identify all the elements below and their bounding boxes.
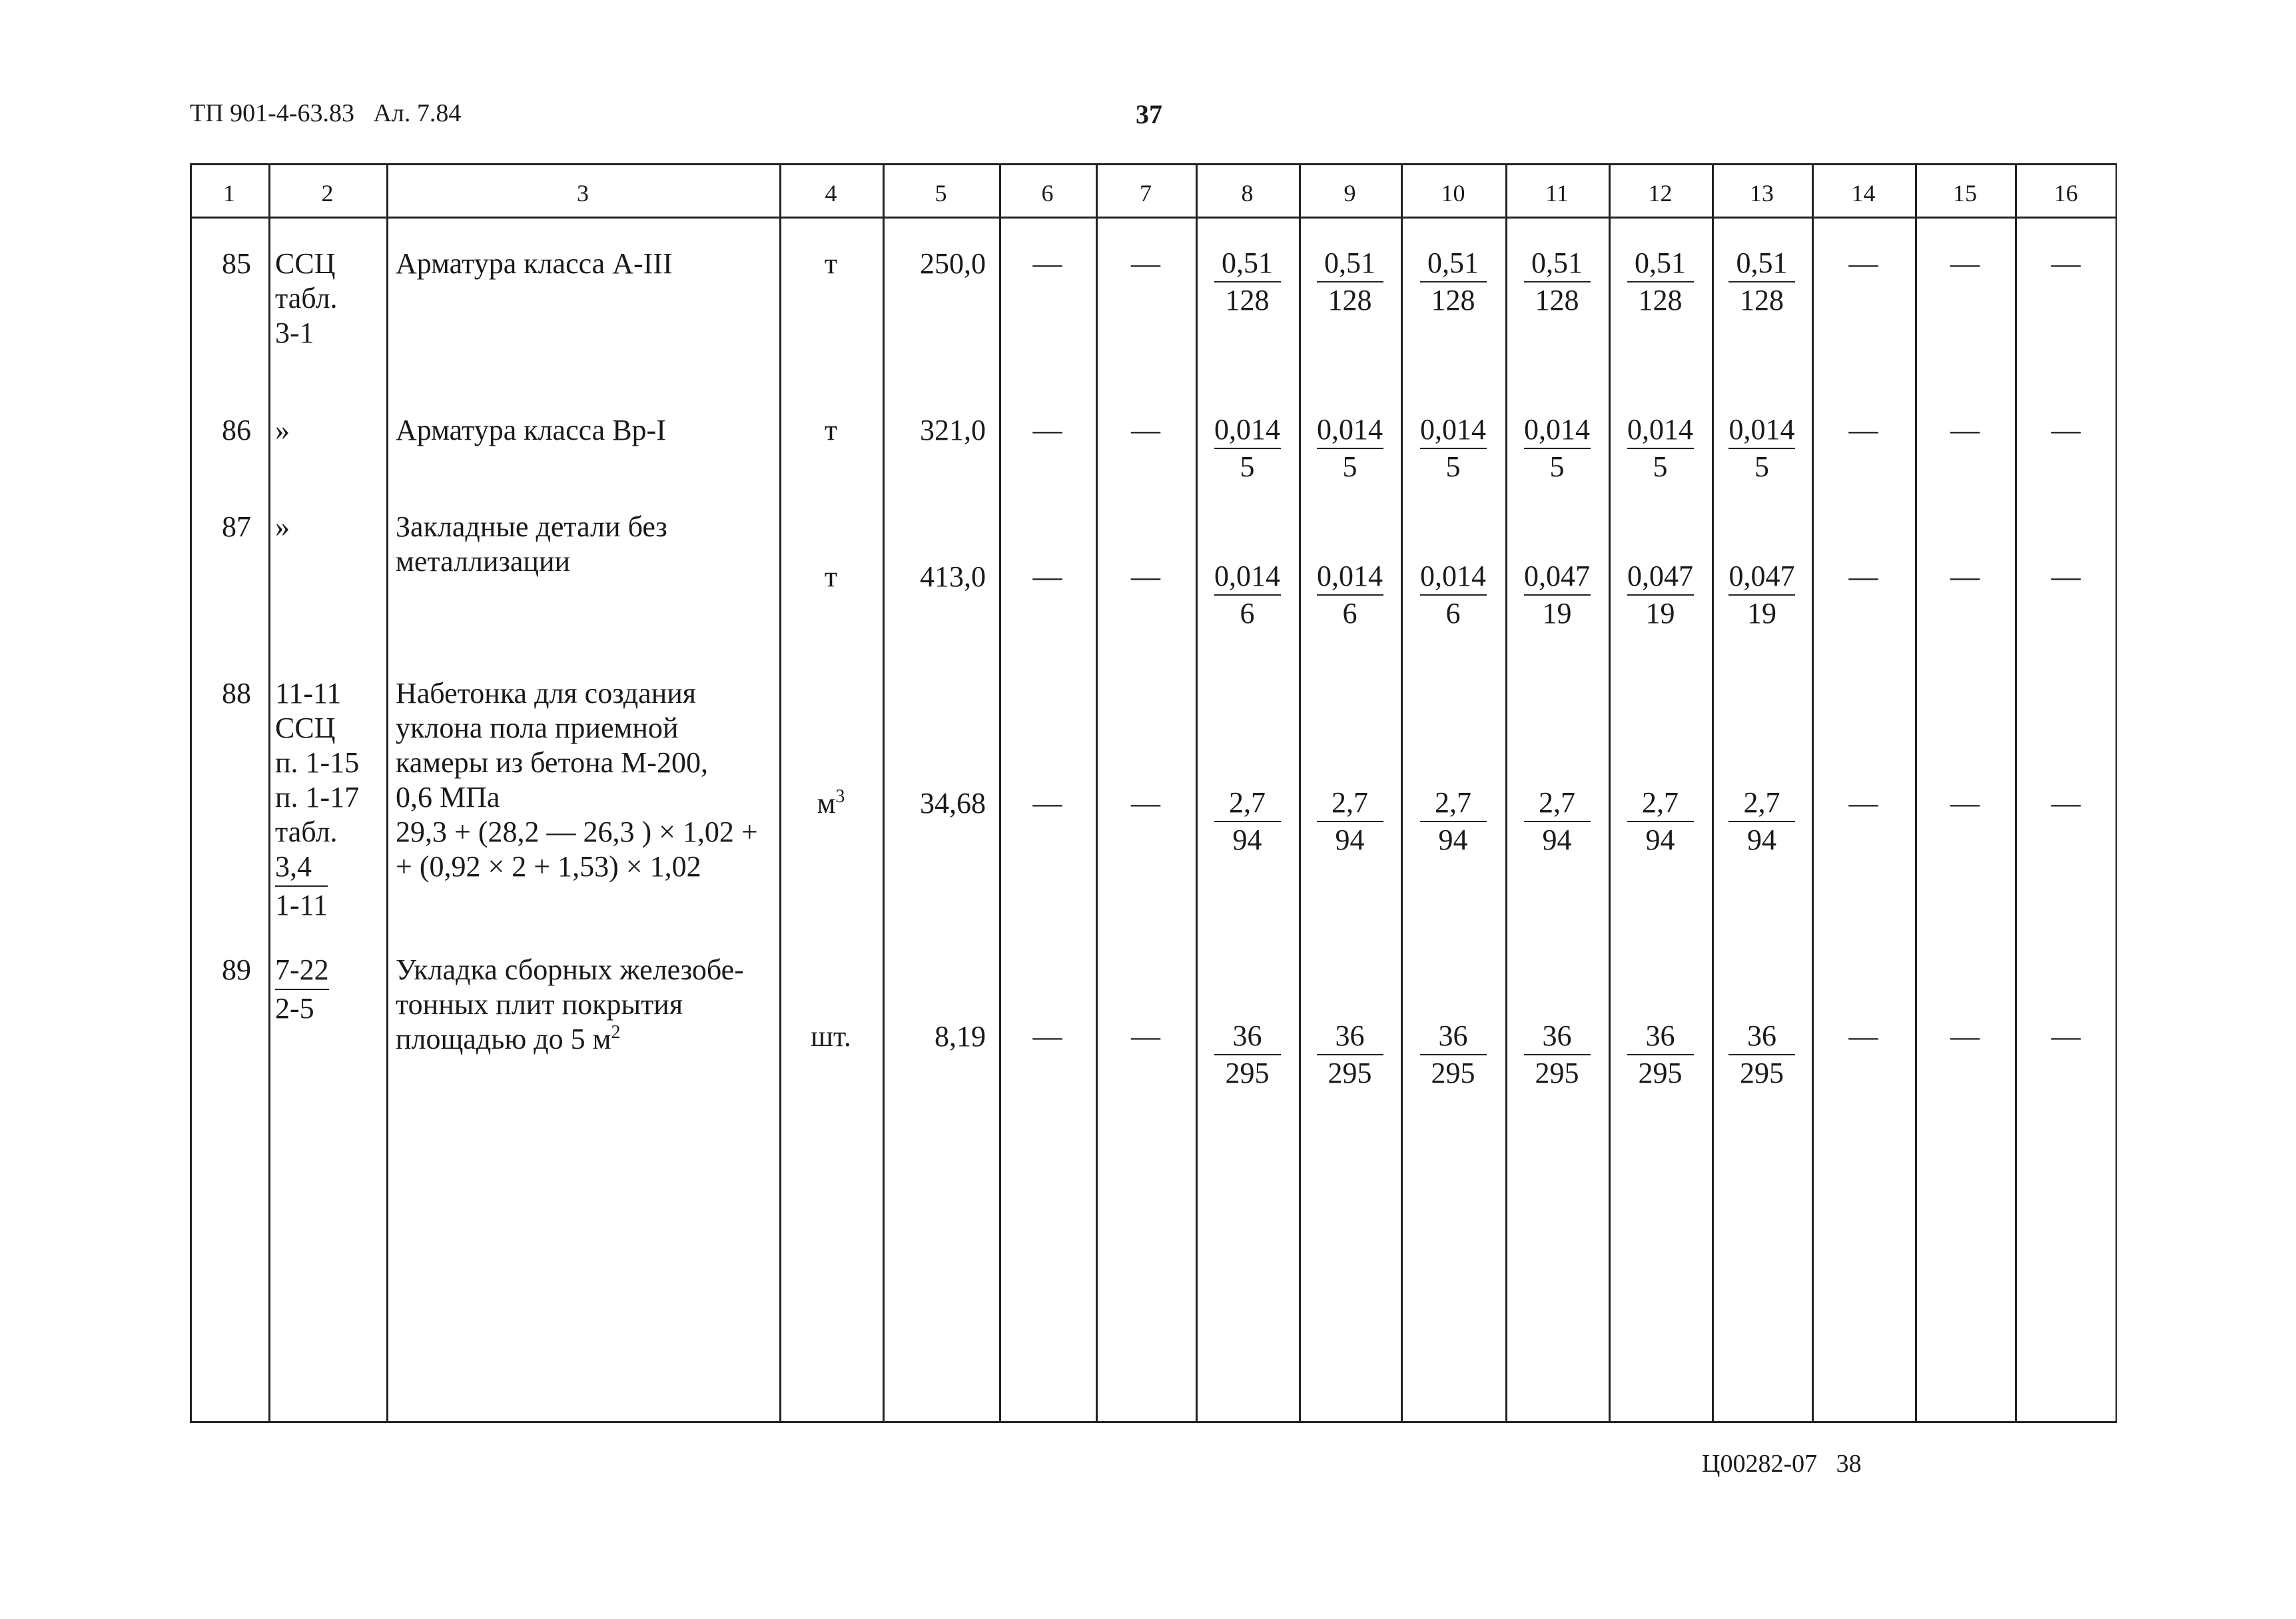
fraction-denominator: 5 xyxy=(1754,450,1769,483)
row-value: 34,68 xyxy=(920,787,986,819)
dash-cell: — xyxy=(1131,787,1160,819)
reference-line: ССЦ xyxy=(275,247,336,280)
fraction-numerator: 0,014 xyxy=(1317,560,1383,596)
header-row-border xyxy=(190,217,2117,219)
column-number: 12 xyxy=(1648,180,1673,207)
row-reference xyxy=(275,953,382,1026)
fraction-cell xyxy=(1511,1019,1604,1090)
column-number: 16 xyxy=(2054,180,2078,207)
fraction-cell xyxy=(1407,560,1500,630)
column-divider xyxy=(1812,163,1814,1422)
fraction-cell xyxy=(1407,247,1500,317)
reference-fraction-top: 3,4 xyxy=(275,849,328,887)
fraction-numerator: 0,047 xyxy=(1524,560,1591,596)
estimate-table xyxy=(190,163,2117,1422)
fraction-denominator: 94 xyxy=(1335,823,1365,856)
fraction-numerator: 0,014 xyxy=(1214,560,1281,596)
table-side-border xyxy=(2115,163,2117,1422)
fraction-numerator: 0,51 xyxy=(1317,247,1383,282)
fraction-denominator: 5 xyxy=(1653,450,1668,483)
reference-line: табл. xyxy=(275,282,338,314)
dash-cell: — xyxy=(1032,560,1062,593)
fraction-cell xyxy=(1304,413,1397,484)
fraction-numerator: 2,7 xyxy=(1317,786,1383,822)
column-number: 8 xyxy=(1241,180,1254,207)
column-divider xyxy=(1915,163,1917,1422)
reference-line: табл. xyxy=(275,815,338,848)
row-reference xyxy=(275,413,382,448)
fraction-cell xyxy=(1201,413,1294,484)
dash-cell: — xyxy=(2051,1020,2081,1053)
column-divider xyxy=(1609,163,1611,1422)
reference-line: » xyxy=(275,510,290,543)
column-number: 6 xyxy=(1041,180,1054,207)
fraction-cell xyxy=(1511,560,1604,630)
dash-cell: — xyxy=(1848,560,1878,593)
fraction-numerator: 0,51 xyxy=(1627,247,1694,282)
fraction-numerator: 2,7 xyxy=(1214,786,1281,822)
fraction-numerator: 0,014 xyxy=(1420,413,1487,449)
reference-line: ССЦ xyxy=(275,712,336,744)
fraction-cell xyxy=(1614,786,1707,857)
row-unit: $м^3$ xyxy=(817,786,845,819)
row-number: 88 xyxy=(222,677,251,710)
row-unit: шт. xyxy=(811,1020,851,1053)
fraction-denominator: 128 xyxy=(1535,284,1579,316)
fraction-denominator: 295 xyxy=(1225,1057,1270,1089)
column-number: 13 xyxy=(1750,180,1774,207)
fraction-cell xyxy=(1715,247,1808,317)
fraction-numerator: 0,014 xyxy=(1214,413,1281,449)
dash-cell: — xyxy=(2051,560,2081,593)
fraction-denominator: 5 xyxy=(1549,450,1565,483)
fraction-denominator: 94 xyxy=(1438,823,1468,856)
fraction-numerator: 0,51 xyxy=(1728,247,1795,282)
fraction-numerator: 0,014 xyxy=(1728,413,1795,449)
column-number: 2 xyxy=(321,180,334,207)
fraction-cell xyxy=(1715,786,1808,857)
fraction-numerator: 0,047 xyxy=(1627,560,1694,596)
row-value: 413,0 xyxy=(920,560,986,593)
dash-cell: — xyxy=(1032,247,1062,280)
fraction-numerator: 36 xyxy=(1627,1019,1694,1055)
column-number: 4 xyxy=(825,180,837,207)
fraction-cell xyxy=(1304,1019,1397,1090)
row-description: Набетонка для создания уклона пола приемной камеры из бетона М-200, 0,6 МПа 29,3 + (28,2 — 26,3 ) × 1,02 + + (0,92 × 2 + 1,53) × 1,02 xyxy=(396,677,758,883)
fraction-denominator: 94 xyxy=(1232,823,1262,856)
fraction-numerator: 2,7 xyxy=(1420,786,1487,822)
fraction-numerator: 0,51 xyxy=(1214,247,1281,282)
row-value: 250,0 xyxy=(920,247,986,280)
fraction-denominator: 128 xyxy=(1638,284,1683,316)
fraction-denominator: 5 xyxy=(1342,450,1357,483)
fraction-denominator: 5 xyxy=(1240,450,1255,483)
fraction-denominator: 295 xyxy=(1431,1057,1475,1089)
fraction-cell xyxy=(1201,786,1294,857)
fraction-denominator: 295 xyxy=(1535,1057,1579,1089)
column-number: 10 xyxy=(1441,180,1465,207)
fraction-cell xyxy=(1304,786,1397,857)
dash-cell: — xyxy=(1131,414,1160,446)
row-number: 86 xyxy=(222,414,251,446)
row-unit: т xyxy=(824,247,838,280)
table-bottom-border xyxy=(190,1421,2117,1423)
column-number: 1 xyxy=(223,180,235,207)
row-value: 321,0 xyxy=(920,414,986,446)
fraction-cell xyxy=(1511,413,1604,484)
fraction-numerator: 0,014 xyxy=(1627,413,1694,449)
dash-cell: — xyxy=(1950,247,1980,280)
fraction-numerator: 36 xyxy=(1420,1019,1487,1055)
fraction-numerator: 36 xyxy=(1728,1019,1795,1055)
reference-line: п. 1-17 xyxy=(275,781,360,813)
dash-cell: — xyxy=(1032,787,1062,819)
fraction-denominator: 94 xyxy=(1542,823,1572,856)
page-number: 37 xyxy=(1136,99,1162,129)
dash-cell: — xyxy=(1131,247,1160,280)
row-number: 87 xyxy=(222,510,251,543)
dash-cell: — xyxy=(1950,560,1980,593)
column-divider xyxy=(1712,163,1714,1422)
dash-cell: — xyxy=(1848,787,1878,819)
reference-fraction-bottom: 1-11 xyxy=(275,889,328,921)
fraction-cell xyxy=(1407,786,1500,857)
column-number: 7 xyxy=(1140,180,1152,207)
column-divider xyxy=(1096,163,1098,1422)
fraction-denominator: 128 xyxy=(1328,284,1372,316)
column-number: 9 xyxy=(1343,180,1356,207)
column-divider xyxy=(268,163,270,1422)
column-divider xyxy=(2015,163,2017,1422)
superscript: 2 xyxy=(611,1022,621,1043)
fraction-numerator: 2,7 xyxy=(1524,786,1591,822)
fraction-denominator: 94 xyxy=(1645,823,1675,856)
column-divider xyxy=(1401,163,1403,1422)
dash-cell: — xyxy=(1131,560,1160,593)
fraction-numerator: 36 xyxy=(1317,1019,1383,1055)
row-description: Арматура класса Вр-I xyxy=(396,414,666,446)
fraction-denominator: 128 xyxy=(1225,284,1270,316)
dash-cell: — xyxy=(1950,787,1980,819)
footer-stamp: Ц00282-07 38 xyxy=(1702,1450,1862,1478)
fraction-cell xyxy=(1201,560,1294,630)
fraction-cell xyxy=(1511,247,1604,317)
fraction-numerator: 0,014 xyxy=(1420,560,1487,596)
fraction-numerator: 36 xyxy=(1524,1019,1591,1055)
fraction-denominator: 128 xyxy=(1740,284,1784,316)
fraction-cell xyxy=(1715,1019,1808,1090)
row-unit: т xyxy=(824,560,838,593)
fraction-cell xyxy=(1614,413,1707,484)
row-reference xyxy=(275,676,382,923)
dash-cell: — xyxy=(1032,1020,1062,1053)
document-code: ТП 901-4-63.83 Ал. 7.84 xyxy=(190,99,462,127)
fraction-numerator: 0,51 xyxy=(1524,247,1591,282)
row-reference xyxy=(275,510,382,544)
fraction-denominator: 19 xyxy=(1747,597,1776,630)
superscript: 3 xyxy=(835,786,845,807)
fraction-denominator: 6 xyxy=(1342,597,1357,630)
column-number: 11 xyxy=(1545,180,1569,207)
table-side-border xyxy=(190,163,192,1422)
dash-cell: — xyxy=(2051,414,2081,446)
column-divider xyxy=(1196,163,1198,1422)
fraction-denominator: 128 xyxy=(1431,284,1475,316)
fraction-numerator: 0,014 xyxy=(1524,413,1591,449)
fraction-cell xyxy=(1614,247,1707,317)
row-number: 85 xyxy=(222,247,251,280)
column-divider xyxy=(999,163,1001,1422)
row-description: Укладка сборных железобе- тонных плит покрытия площадью до 5 $м^2$ xyxy=(396,953,744,1055)
dash-cell: — xyxy=(1848,414,1878,446)
dash-cell: — xyxy=(1848,1020,1878,1053)
dash-cell: — xyxy=(2051,247,2081,280)
row-value: 8,19 xyxy=(935,1020,986,1053)
row-description: Закладные детали без металлизации xyxy=(396,510,667,578)
reference-line: » xyxy=(275,414,290,446)
fraction-numerator: 2,7 xyxy=(1728,786,1795,822)
fraction-numerator: 2,7 xyxy=(1627,786,1694,822)
column-number: 5 xyxy=(935,180,947,207)
fraction-denominator: 6 xyxy=(1445,597,1461,630)
fraction-cell xyxy=(1304,560,1397,630)
fraction-denominator: 5 xyxy=(1445,450,1461,483)
fraction-cell xyxy=(1614,560,1707,630)
dash-cell: — xyxy=(1131,1020,1160,1053)
fraction-denominator: 94 xyxy=(1747,823,1776,856)
column-number: 3 xyxy=(577,180,589,207)
reference-line: 3-1 xyxy=(275,316,314,349)
dash-cell: — xyxy=(2051,787,2081,819)
fraction-numerator: 36 xyxy=(1214,1019,1281,1055)
column-divider xyxy=(1299,163,1301,1422)
row-number: 89 xyxy=(222,953,251,986)
column-number: 15 xyxy=(1953,180,1977,207)
fraction-cell xyxy=(1715,560,1808,630)
dash-cell: — xyxy=(1950,1020,1980,1053)
column-divider xyxy=(386,163,388,1422)
dash-cell: — xyxy=(1032,414,1062,446)
fraction-cell xyxy=(1304,247,1397,317)
fraction-cell xyxy=(1407,1019,1500,1090)
column-number: 14 xyxy=(1851,180,1876,207)
column-divider xyxy=(779,163,781,1422)
reference-fraction xyxy=(275,849,328,923)
fraction-numerator: 0,047 xyxy=(1728,560,1795,596)
fraction-cell xyxy=(1201,247,1294,317)
dash-cell: — xyxy=(1950,414,1980,446)
fraction-denominator: 295 xyxy=(1740,1057,1784,1089)
fraction-denominator: 295 xyxy=(1638,1057,1683,1089)
fraction-cell xyxy=(1407,413,1500,484)
fraction-denominator: 19 xyxy=(1645,597,1675,630)
fraction-cell xyxy=(1201,1019,1294,1090)
fraction-numerator: 0,014 xyxy=(1317,413,1383,449)
column-divider xyxy=(1505,163,1507,1422)
dash-cell: — xyxy=(1848,247,1878,280)
fraction-cell xyxy=(1511,786,1604,857)
column-divider xyxy=(883,163,885,1422)
reference-line: п. 1-15 xyxy=(275,746,360,779)
reference-fraction-bottom: 2-5 xyxy=(275,992,314,1025)
fraction-denominator: 295 xyxy=(1328,1057,1372,1089)
table-top-border xyxy=(190,163,2117,165)
row-reference xyxy=(275,247,382,350)
reference-line: 11-11 xyxy=(275,677,342,710)
fraction-cell xyxy=(1715,413,1808,484)
reference-fraction xyxy=(275,953,329,1026)
fraction-cell xyxy=(1614,1019,1707,1090)
fraction-denominator: 19 xyxy=(1542,597,1572,630)
row-description: Арматура класса А-III xyxy=(396,247,673,280)
fraction-numerator: 0,51 xyxy=(1420,247,1487,282)
fraction-denominator: 6 xyxy=(1240,597,1255,630)
reference-fraction-top: 7-22 xyxy=(275,953,329,990)
row-unit: т xyxy=(824,414,838,446)
